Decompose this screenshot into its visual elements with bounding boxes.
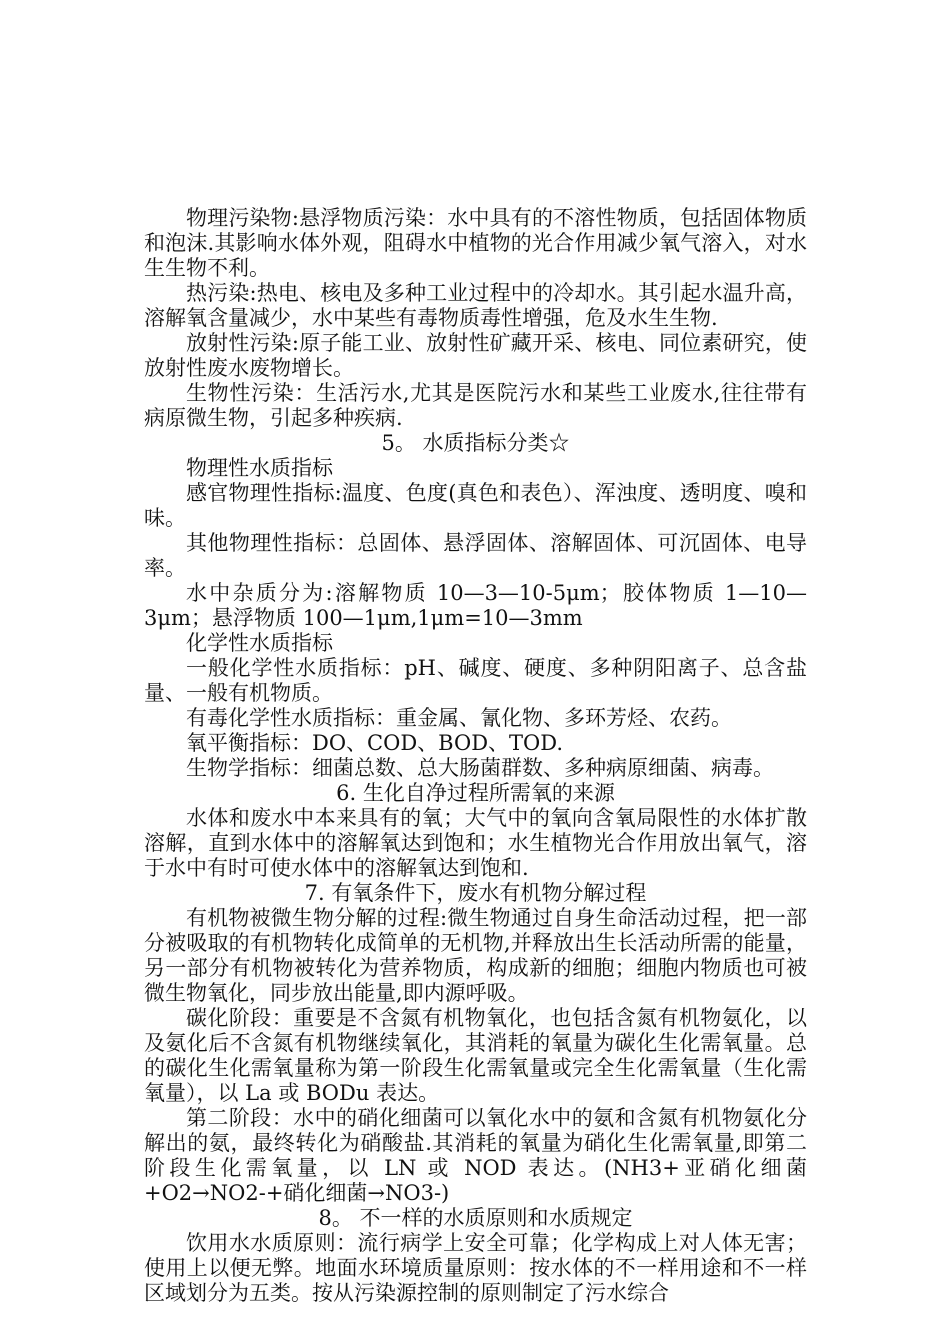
paragraph-general-chemical: 一般化学性水质指标：pH、碱度、硬度、多种阴阳离子、总含盐量、一般有机物质。 [144, 656, 807, 705]
section-heading-6-text: 6. 生化自净过程所需氧的来源 [336, 781, 615, 805]
section-heading-6 [144, 781, 807, 806]
section-heading-5 [144, 431, 807, 456]
paragraph-physical-indicators: 物理性水质指标 [186, 456, 333, 480]
paragraph-thermal-pollution: 热污染:热电、核电及多种工业过程中的冷却水。其引起水温升高，溶解氧含量减少，水中某些有毒物质毒性增强，危及水生生物. [144, 281, 807, 330]
section-heading-5-text: 5。 水质指标分类☆ [381, 431, 570, 455]
paragraph-chemical-indicators: 化学性水质指标 [186, 631, 333, 655]
paragraph-sensory-indicators: 感官物理性指标:温度、色度(真色和表色）、浑浊度、透明度、嗅和味。 [144, 481, 807, 530]
paragraph-toxic-chemical: 有毒化学性水质指标：重金属、氰化物、多环芳烃、农药。 [186, 706, 732, 730]
paragraph-oxygen-sources: 水体和废水中本来具有的氧；大气中的氧向含氧局限性的水体扩散溶解，直到水体中的溶解氧达到饱和；水生植物光合作用放出氧气，溶于水中有时可使水体中的溶解氧达到饱和. [144, 806, 807, 880]
paragraph-second-stage: 第二阶段：水中的硝化细菌可以氧化水中的氨和含氮有机物氨化分解出的氨，最终转化为硝酸盐.其消耗的氧量为硝化生化需氧量,即第二阶段生化需氧量，以 LN 或 NOD 表达。(NH3+亚硝化细菌+O2→NO2-+硝化细菌→NO3-) [144, 1106, 807, 1205]
section-heading-7 [144, 881, 807, 906]
paragraph-other-physical-indicators: 其他物理性指标：总固体、悬浮固体、溶解固体、可沉固体、电导率。 [144, 531, 807, 580]
section-heading-8 [144, 1206, 807, 1231]
paragraph-decomposition-process: 有机物被微生物分解的过程:微生物通过自身生命活动过程，把一部分被吸取的有机物转化成简单的无机物,并释放出生长活动所需的能量，另一部分有机物被转化为营养物质，构成新的细胞；细胞内物质也可被微生物氧化，同步放出能量,即内源呼吸。 [144, 906, 807, 1005]
paragraph-biological-pollution: 生物性污染：生活污水,尤其是医院污水和某些工业废水,往往带有病原微生物，引起多种疾病. [144, 381, 807, 430]
section-heading-8-text: 8。 不一样的水质原则和水质规定 [318, 1206, 633, 1230]
paragraph-biological-indicators: 生物学指标：细菌总数、总大肠菌群数、多种病原细菌、病毒。 [186, 756, 774, 780]
paragraph-oxygen-balance: 氧平衡指标：DO、COD、BOD、TOD. [186, 731, 564, 755]
paragraph-physical-pollutants: 物理污染物:悬浮物质污染：水中具有的不溶性物质，包括固体物质和泡沫.其影响水体外观，阻碍水中植物的光合作用减少氧气溶入，对水生生物不利。 [144, 206, 807, 280]
paragraph-water-quality-standards: 饮用水水质原则：流行病学上安全可靠；化学构成上对人体无害；使用上以便无弊。地面水环境质量原则：按水体的不一样用途和不一样区域划分为五类。按从污染源控制的原则制定了污水综合 [144, 1231, 807, 1305]
paragraph-radioactive-pollution: 放射性污染:原子能工业、放射性矿藏开采、核电、同位素研究，使放射性废水废物增长。 [144, 331, 807, 380]
section-heading-7-text: 7. 有氧条件下，废水有机物分解过程 [304, 881, 647, 905]
paragraph-impurities-sizes: 水中杂质分为:溶解物质 10—3—10-5μm；胶体物质 1—10—3μm；悬浮物质 100—1μm,1μm=10—3mm [144, 581, 807, 630]
document-page [144, 206, 807, 1306]
paragraph-carbonization-stage: 碳化阶段：重要是不含氮有机物氧化，也包括含氮有机物氨化，以及氨化后不含氮有机物继续氧化，其消耗的氧量为碳化生化需氧量。总的碳化生化需氧量称为第一阶段生化需氧量或完全生化需氧量（生化需氧量），以 La 或 BODu 表达。 [144, 1006, 807, 1105]
